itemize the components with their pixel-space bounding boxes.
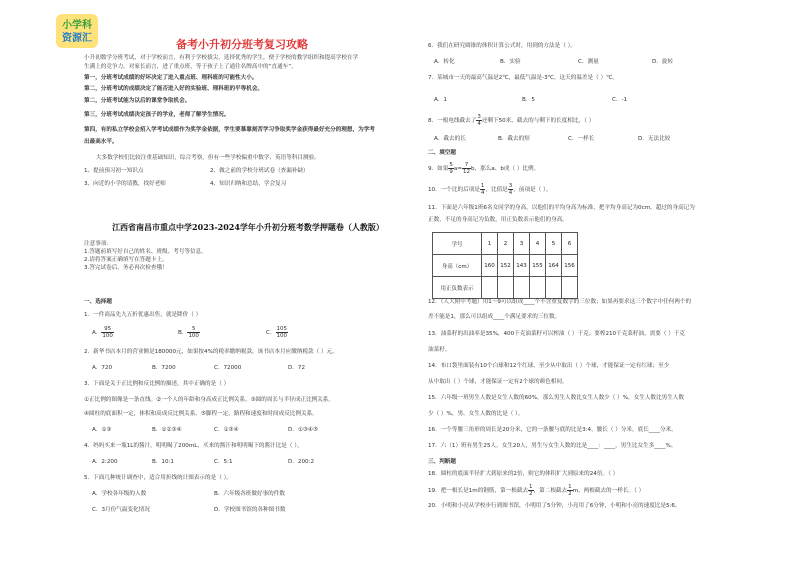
table-blank-cell[interactable] xyxy=(562,277,578,299)
denominator: 12 xyxy=(462,169,470,175)
numerator: 5 xyxy=(187,326,200,333)
question-19 xyxy=(428,484,644,497)
q1-option-a xyxy=(92,326,114,339)
table-header-id: 学号 xyxy=(433,233,482,255)
q19-text-a: 19．把一根长是1m的钢筋，第一根截去 xyxy=(428,488,529,494)
table-cell: 1 xyxy=(482,233,498,255)
q9-fraction-2 xyxy=(462,162,471,175)
numerator: 95 xyxy=(101,326,114,333)
guide-title: 备考小升初分班考复习攻略 xyxy=(176,38,308,51)
table-header-height: 身高（cm） xyxy=(433,255,482,277)
table-cell: 164 xyxy=(546,255,562,277)
q7-option-b: B．5 xyxy=(522,97,535,103)
tip-1: 第一，分班考试成绩的好坏决定了进入重点班、理科班的可能性大小。 xyxy=(84,75,258,81)
table-cell: 156 xyxy=(562,255,578,277)
question-10 xyxy=(428,183,551,196)
question-12-line1: 12．（人大附中考题）用1～9可以组成____个不含重复数字的三位数；如果再要求这三个数字中任何两个的 xyxy=(428,299,692,305)
question-13-line2: 油菜籽。 xyxy=(428,347,451,353)
q8-text-a: 8．一根电线截去了 xyxy=(428,118,477,124)
table-cell: 152 xyxy=(498,255,514,277)
question-17: 17．六（1）班有男生25人，女生20人，男生与女生人数的比是____：____，男生比女生多____%。 xyxy=(428,443,677,449)
q2-option-a: A．720 xyxy=(92,365,113,371)
q2-option-c: C．72000 xyxy=(214,365,242,371)
table-blank-cell[interactable] xyxy=(482,277,498,299)
q7-option-a: A．1 xyxy=(434,97,447,103)
logo-line2: 资源汇 xyxy=(62,33,92,44)
q3-statement-1: ①正比例的图像是一条直线。②一个人的年龄和身高成正比例关系。③圆的周长与半径成正比例关系。 xyxy=(84,397,334,403)
table-blank-cell[interactable] xyxy=(530,277,546,299)
question-8 xyxy=(428,114,594,127)
denominator: 9 xyxy=(449,169,453,175)
q5-option-b: B．六年级各班做好事的件数 xyxy=(214,491,285,497)
table-blank-cell[interactable] xyxy=(514,277,530,299)
q1-option-c-label: C． xyxy=(266,330,276,336)
q10-text-b: ，比值是 xyxy=(485,187,508,193)
q1-option-b-label: B． xyxy=(178,330,188,336)
q4-option-a: A．2:200 xyxy=(92,459,118,465)
question-15-line1: 15．六年级一班男生人数是女生人数的60%，那么男生人数比女生人数少（ ）%，女生人数比男生人数 xyxy=(428,395,684,401)
q5-option-d: D．学校图书馆的各种图书数 xyxy=(214,507,286,513)
table-cell: 155 xyxy=(530,255,546,277)
exam-title: 江西省南昌市重点中学2023-2024学年小升初分班考数学押题卷（人教版） xyxy=(112,222,384,232)
question-16: 16．一个等腰三角形的周长是20分米，它的一条腰与底的比是3:4，腰长（ ）分米，底长____分米。 xyxy=(428,427,677,433)
q6-option-d: D．旋转 xyxy=(652,59,674,65)
table-cell: 2 xyxy=(498,233,514,255)
q1-option-b xyxy=(178,326,200,339)
q5-option-c: C．3月份气温变化情况 xyxy=(92,507,150,513)
table-cell: 143 xyxy=(514,255,530,277)
table-row-height xyxy=(433,255,578,277)
denominator: 100 xyxy=(188,333,199,339)
table-cell: 4 xyxy=(530,233,546,255)
table-cell: 6 xyxy=(562,233,578,255)
denominator: 100 xyxy=(276,333,287,339)
note-2: 2.请将答案正确填写在答题卡上。 xyxy=(84,257,168,263)
q5-option-a: A．学校各年级的人数 xyxy=(92,491,147,497)
question-7: 7．某城市一天的最高气温是2℃，最低气温是-3℃，这天的温差是（ ）℃。 xyxy=(428,75,618,81)
q6-option-b: B．实验 xyxy=(500,59,521,65)
advice-4: 4、知识归纳和总结，学会复习 xyxy=(210,181,287,187)
tip-5a: 第四，有的私立学校会招入学考试成绩作为奖学金依据，学生要慕靠刻苦学习争取奖学金获得最好充分的理想，为学考 xyxy=(84,127,375,133)
logo xyxy=(54,12,100,50)
table-blank-cell[interactable] xyxy=(546,277,562,299)
question-11-line2: 正数，不足的身高记为负数，用正负数表示他们的身高。 xyxy=(428,217,568,223)
intro-line1: 小升初数学分班考试，对于学校而言，有利于学校拔尖、选择优秀的学生，便于学校的教学组织和提高学校在学 xyxy=(84,55,359,61)
advice: 大多数学校们比较注重基础知识，综合考察，但有一些学校偏重中数学、英语等科目测验。 xyxy=(96,155,320,161)
question-9 xyxy=(428,162,539,175)
q10-text-c: ，前项是（ ）。 xyxy=(513,187,552,193)
numerator: 3 xyxy=(508,183,513,189)
advice-1: 1、提前预习初一知识点 xyxy=(84,168,144,174)
q8-option-a: A．截去的长 xyxy=(434,136,466,142)
denominator: 2 xyxy=(529,491,533,497)
logo-line1: 小学科 xyxy=(62,20,92,31)
q2-option-d: D．72 xyxy=(288,365,306,371)
table-header-signed: 用正负数表示 xyxy=(433,277,482,299)
q8-text-b: 还剩下50米，截去的与剩下的长度相比，（ ） xyxy=(481,118,595,124)
denominator: 4 xyxy=(508,190,513,196)
q1-option-a-label: A． xyxy=(92,330,102,336)
question-12-line2: 差不能是1，那么可以组成____个满足要求的三位数。 xyxy=(428,314,561,320)
logo-badge-icon xyxy=(54,12,100,50)
numerator: 105 xyxy=(276,326,287,332)
q8-option-d: D．无法比较 xyxy=(638,136,671,142)
q4-option-d: D．200:2 xyxy=(288,459,315,465)
q7-option-c: C．-1 xyxy=(612,97,628,103)
table-row-signed xyxy=(433,277,578,299)
question-20: 20．小明和小亮从学校步行到图书馆，小明用了5分钟，小亮用了6分钟，小明和小亮的速度比是5:6。 xyxy=(428,503,681,509)
question-3: 3．下面是关于正比例和反比例的描述，其中正确的是（ ） xyxy=(84,381,230,387)
denominator: 4 xyxy=(477,121,481,127)
q3-option-d: D．①③④⑤ xyxy=(288,427,318,433)
question-15-line2: 少（ ）%，男、女生人数的比是（ ）。 xyxy=(428,411,524,417)
tip-3: 第二，分班考试能为以后的课堂争取机会。 xyxy=(84,98,191,104)
q1-option-c-fraction xyxy=(276,326,289,339)
numerator: 3 xyxy=(477,114,481,120)
question-4: 4．妈妈买来一瓶1L的酱汁，明明喝了200mL，买来的酱汁和明明喝下的酱汁比是（ ）。 xyxy=(84,443,303,449)
q9-text-b: a= xyxy=(453,166,462,172)
note-1: 1.答题前填写好自己的姓名、班级、考号等信息。 xyxy=(84,249,207,255)
q3-option-c: C．①③④ xyxy=(214,427,239,433)
question-13-line1: 13．油菜籽的出油率是35%，400千克油菜籽可以榨油（ ）千克；要榨210千克菜籽油，需要（ ）千克 xyxy=(428,331,686,337)
table-blank-cell[interactable] xyxy=(498,277,514,299)
section-fill: 二、填空题 xyxy=(428,150,456,156)
question-14-line2: 从中取出（ ）个球，才能保证一定有2个球的颜色相同。 xyxy=(428,379,568,385)
numerator: 1 xyxy=(529,484,533,490)
q4-option-b: B．10:1 xyxy=(152,459,174,465)
q9-text-a: 9．如果 xyxy=(428,166,449,172)
q1-option-c xyxy=(266,326,288,339)
question-14-line1: 14．布口袋里面装有10个白球和12个红球，至少从中取出（ ）个球，才能保证一定有红球；至少 xyxy=(428,363,670,369)
height-table xyxy=(432,232,578,299)
question-11-line1: 11．下面是六年级1班6名女同学的身高，以他们的平均身高为标准，把平均身高记为0cm，超过的身高记为 xyxy=(428,205,695,211)
table-cell: 3 xyxy=(514,233,530,255)
denominator: 4 xyxy=(480,190,485,196)
q10-text-a: 10．一个比的后项是 xyxy=(428,187,480,193)
tip-5b: 出最高水平。 xyxy=(84,139,118,145)
note-3: 3.答完试卷后，务必再次检查哦！ xyxy=(84,265,168,271)
q4-option-c: C．5:1 xyxy=(214,459,233,465)
q3-option-b: B．①②③④ xyxy=(152,427,182,433)
q2-option-b: B．7200 xyxy=(152,365,176,371)
question-2: 2．新华书店本月的营业额是180000元，如果按4%的税率缴纳税款，该书店本月应缴纳税款（ ）元。 xyxy=(84,349,338,355)
numerator: 5 xyxy=(449,162,453,168)
section-judge: 三、判断题 xyxy=(428,459,456,465)
q3-option-a: A．①③ xyxy=(92,427,112,433)
q9-text-c: b，那么a、b成（ ）比例。 xyxy=(470,166,540,172)
tip-4: 第三，分班考试成绩决定孩子的学业，老师了解学生情况。 xyxy=(84,112,230,118)
denominator: 2 xyxy=(568,491,572,497)
denominator: 100 xyxy=(102,333,113,339)
q6-option-a: A．转化 xyxy=(434,59,455,65)
numerator: 7 xyxy=(462,162,471,169)
section-choice: 一、选择题 xyxy=(84,299,112,305)
advice-2: 2、做之前的学校分班试卷（查漏补缺） xyxy=(210,168,309,174)
q3-statement-2: ④圆柱的底面积一定，体积和高成反比例关系。⑤脚程一定，路程和速度和时间成反比例关系。 xyxy=(84,411,318,417)
question-1: 1．一件商品先九五折优惠出售，就是降价（ ） xyxy=(84,312,202,318)
table-cell: 5 xyxy=(546,233,562,255)
q1-option-b-fraction xyxy=(187,326,200,339)
question-6: 6．我们在研究圆锥的体积计算公式时，用到的方法是（ ）。 xyxy=(428,43,576,49)
table-cell: 160 xyxy=(482,255,498,277)
q1-option-a-fraction xyxy=(101,326,114,339)
question-5: 5．下面几种统计调查中，适合用折线统计图表示的是（ ）。 xyxy=(84,475,232,481)
question-18: 18．圆柱的底面半径扩大到原来的2倍，则它的体积扩大到原来的24倍。（ ） xyxy=(428,471,619,477)
q6-option-c: C．测量 xyxy=(578,59,599,65)
q19-text-b: ，第二根截去 xyxy=(533,488,568,494)
numerator: 1 xyxy=(480,183,485,189)
q19-text-c: m，两根截去的一样长。（ ） xyxy=(572,488,645,494)
numerator: 1 xyxy=(568,484,572,490)
intro-line2: 生满上的竞争力。对家长而言，进了重点班，等于孩子上了通往名牌高中的“直通车”。 xyxy=(84,64,297,70)
q8-option-c: C．一样长 xyxy=(568,136,595,142)
advice-3: 3、向近的小学的请教，找好老师 xyxy=(84,181,166,187)
notes-title: 注意事项： xyxy=(84,241,112,247)
q8-option-b: B．截去的短 xyxy=(498,136,530,142)
tip-2: 第二，分班考试的成绩决定了能否进入好的实验班、理科班的平等机会。 xyxy=(84,86,264,92)
table-row-id xyxy=(433,233,578,255)
